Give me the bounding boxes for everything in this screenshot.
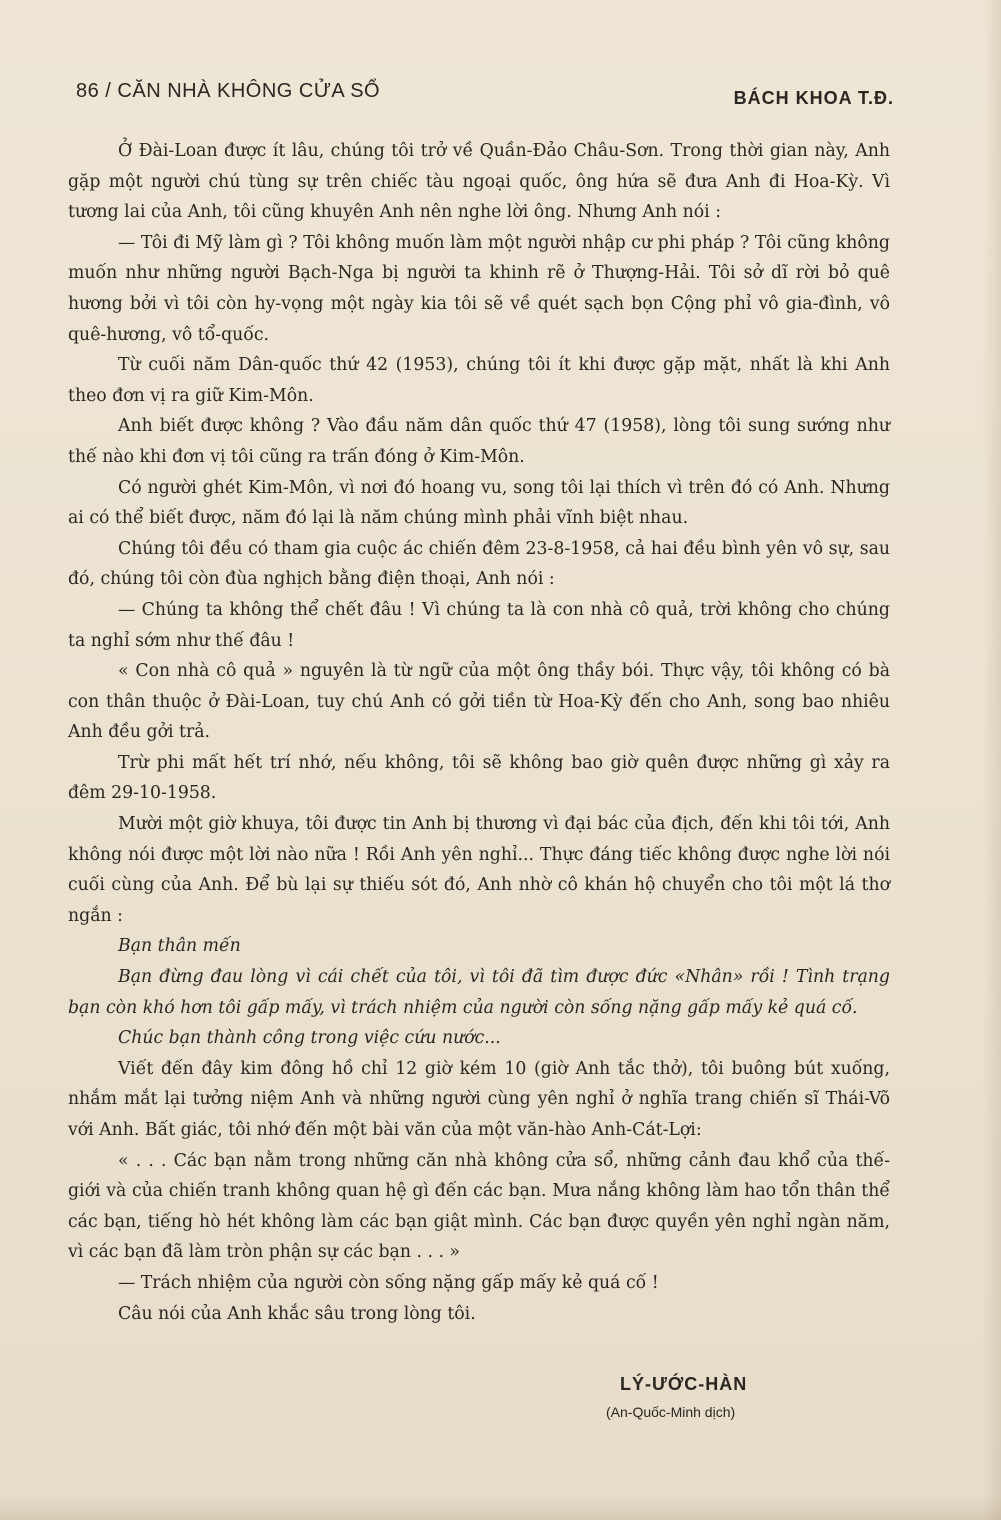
paragraph: Từ cuối năm Dân-quốc thứ 42 (1953), chúng tôi ít khi được gặp mặt, nhất là khi Anh theo đơn vị ra giữ Kim-Môn.: [68, 355, 890, 406]
paragraph: Viết đến đây kim đông hồ chỉ 12 giờ kém 10 (giờ Anh tắc thở), tôi buông bút xuống, nhắm mắt lại tưởng niệm Anh và những người cùng yên nghỉ ở nghĩa trang chiến sĩ Thái-Võ với Anh. Bất giác, tôi nhớ đến một bài văn của một văn-hào Anh-Cát-Lợi:: [68, 1058, 890, 1140]
running-head-title: 86 / CĂN NHÀ KHÔNG CỬA SỔ: [76, 80, 381, 102]
paragraph: Mười một giờ khuya, tôi được tin Anh bị thương vì đại bác của địch, đến khi tôi tới, Anh không nói được một lời nào nữa ! Rồi Anh yên nghỉ... Thực đáng tiếc không được nghe lời nói cuối cùng của Anh. Để bù lại sự thiếu sót đó, Anh nhờ cô khán hộ chuyển cho tôi một lá thơ ngắn :: [68, 814, 890, 926]
letter-salutation: Bạn thân mến: [118, 936, 241, 957]
translator-credit: (An-Quốc-Minh dịch): [606, 1404, 736, 1420]
quotation: « . . . Các bạn nằm trong những căn nhà không cửa sổ, những cảnh đau khổ của thế-giới và của chiến tranh không quan hệ gì đến các bạn. Mưa nắng không làm hao tổn thân thể các bạn, tiếng hò hét không làm các bạn giật mình. Các bạn được quyền yên nghỉ ngàn năm, vì các bạn đã làm tròn phận sự các bạn . . . »: [68, 1150, 890, 1263]
paragraph: Có người ghét Kim-Môn, vì nơi đó hoang vu, song tôi lại thích vì trên đó có Anh. Nhưng ai có thể biết được, năm đó lại là năm chúng mình phải vĩnh biệt nhau.: [68, 477, 890, 529]
paragraph: Ở Đài-Loan được ít lâu, chúng tôi trở về Quần-Đảo Châu-Sơn. Trong thời gian này, Anh gặp một người chú tùng sự trên chiếc tàu ngoại quốc, ông hứa sẽ đưa Anh đi Hoa-Kỳ. Vì tương lai của Anh, tôi cũng khuyên Anh nên nghe lời ông. Nhưng Anh nói :: [68, 141, 890, 223]
paragraph: Chúng tôi đều có tham gia cuộc ác chiến đêm 23-8-1958, cả hai đều bình yên vô sự, sau đó, chúng tôi còn đùa nghịch bằng điện thoại, Anh nói :: [68, 538, 890, 590]
letter-closing: Chúc bạn thành công trong việc cứu nước...: [118, 1028, 501, 1049]
author-signature: LÝ-ƯỚC-HÀN: [620, 1374, 748, 1394]
page-edge-shadow-right: [983, 0, 1001, 1520]
article-body: [68, 136, 890, 1329]
page-edge-shadow-bottom: [0, 1496, 1001, 1520]
paragraph: — Chúng ta không thể chết đâu ! Vì chúng ta là con nhà cô quả, trời không cho chúng ta nghỉ sớm như thế đâu !: [68, 599, 890, 651]
paragraph: Anh biết được không ? Vào đầu năm dân quốc thứ 47 (1958), lòng tôi sung sướng như thế nào khi đơn vị tôi cũng ra trấn đóng ở Kim-Môn.: [68, 416, 890, 467]
paragraph: Câu nói của Anh khắc sâu trong lòng tôi.: [118, 1303, 476, 1324]
paragraph: — Tôi đi Mỹ làm gì ? Tôi không muốn làm một người nhập cư phi pháp ? Tôi cũng không muốn như những người Bạch-Nga bị người ta khinh rẽ ở Thượng-Hải. Tôi sở dĩ rời bỏ quê hương bởi vì tôi còn hy-vọng một ngày kia tôi sẽ về quét sạch bọn Cộng phỉ vô gia-đình, vô quê-hương, vô tổ-quốc.: [68, 232, 890, 345]
page-header: [76, 76, 896, 116]
paragraph: Trừ phi mất hết trí nhớ, nếu không, tôi sẽ không bao giờ quên được những gì xảy ra đêm 29-10-1958.: [68, 752, 890, 804]
paragraph: « Con nhà cô quả » nguyên là từ ngữ của một ông thầy bói. Thực vậy, tôi không có bà con thân thuộc ở Đài-Loan, tuy chú Anh có gởi tiền từ Hoa-Kỳ đến cho Anh, song bao nhiêu Anh đều gởi trả.: [68, 661, 890, 743]
running-head-journal: BÁCH KHOA T.Đ.: [733, 88, 894, 108]
letter-body: Bạn đừng đau lòng vì cái chết của tôi, vì tôi đã tìm được đức «Nhân» rồi ! Tình trạng bạn còn khó hơn tôi gấp mấy, vì trách nhiệm của người còn sống nặng gấp mấy kẻ quá cố.: [68, 967, 890, 1018]
paragraph: — Trách nhiệm của người còn sống nặng gấp mấy kẻ quá cố !: [118, 1272, 659, 1293]
